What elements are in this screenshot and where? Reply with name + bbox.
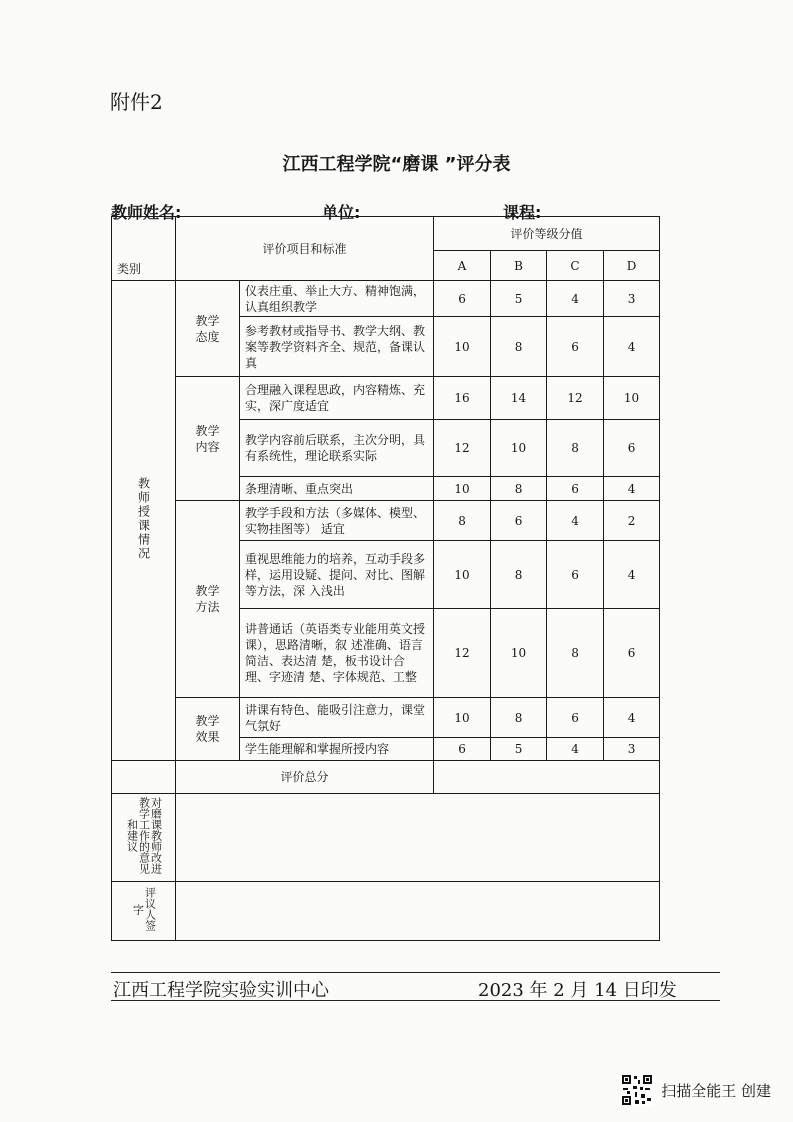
score-b: 8 xyxy=(491,698,547,738)
category-header: 类别 xyxy=(112,217,176,281)
score-c: 6 xyxy=(547,477,604,501)
score-a: 6 xyxy=(434,281,491,317)
score-a: 6 xyxy=(434,738,491,761)
signature-area xyxy=(176,882,660,941)
grade-label: D xyxy=(604,251,660,281)
score-d: 6 xyxy=(604,420,660,477)
main-category-cell xyxy=(112,281,176,761)
group-name: 教学效果 xyxy=(195,714,220,744)
criterion-text: 重视思维能力的培养，互动手段多样，运用设疑、提问、对比、图解等方法，深 入浅出 xyxy=(240,541,434,609)
score-a: 12 xyxy=(434,609,491,698)
score-c: 8 xyxy=(547,609,604,698)
score-c: 6 xyxy=(547,317,604,377)
criterion-text: 教学手段和方法（多媒体、模型、实物挂图等） 适宜 xyxy=(240,501,434,541)
score-a: 8 xyxy=(434,501,491,541)
signature-label: 评议人签字 xyxy=(131,887,157,931)
group-name-cell xyxy=(176,377,240,501)
score-b: 10 xyxy=(491,609,547,698)
score-d: 10 xyxy=(604,377,660,420)
teacher-name-field: 教师姓名: xyxy=(111,203,182,222)
score-d: 2 xyxy=(604,501,660,541)
group-name-cell xyxy=(176,501,240,698)
footer-date: 2023 年 2 月 14 日印发 xyxy=(478,980,677,1001)
group-name-cell xyxy=(176,698,240,761)
score-a: 10 xyxy=(434,541,491,609)
score-b: 14 xyxy=(491,377,547,420)
group-name: 教学方法 xyxy=(195,584,220,614)
score-d: 4 xyxy=(604,698,660,738)
group-name: 教学态度 xyxy=(195,313,220,344)
criterion-text: 教学内容前后联系，主次分明，具有系统性，理论联系实际 xyxy=(240,420,434,477)
score-d: 3 xyxy=(604,738,660,761)
score-d: 4 xyxy=(604,477,660,501)
criterion-text: 讲课有特色、能吸引注意力，课堂气氛好 xyxy=(240,698,434,738)
score-a: 10 xyxy=(434,477,491,501)
score-b: 5 xyxy=(491,738,547,761)
score-c: 4 xyxy=(547,501,604,541)
score-b: 5 xyxy=(491,281,547,317)
evaluation-table xyxy=(111,216,660,941)
total-score-cell xyxy=(434,761,660,794)
unit-field: 单位: xyxy=(322,203,361,222)
criterion-text: 讲普通话（英语类专业能用英文授课），思路清晰，叙 述准确、语言简洁、表达清 楚，板书设计合理、字迹清 楚、字体规范、工整 xyxy=(240,609,434,698)
score-b: 8 xyxy=(491,477,547,501)
score-c: 4 xyxy=(547,281,604,317)
signature-label-cell xyxy=(112,882,176,941)
grade-label: A xyxy=(434,251,491,281)
score-a: 10 xyxy=(434,317,491,377)
score-a: 16 xyxy=(434,377,491,420)
total-category-cell xyxy=(112,761,176,794)
scanner-watermark xyxy=(621,1074,771,1106)
score-b: 6 xyxy=(491,501,547,541)
score-d: 4 xyxy=(604,541,660,609)
attachment-label: 附件2 xyxy=(110,90,163,114)
footer-top-rule xyxy=(111,972,720,973)
course-field: 课程: xyxy=(503,203,542,222)
group-name-cell xyxy=(176,281,240,377)
criterion-text: 学生能理解和掌握所授内容 xyxy=(240,738,434,761)
score-d: 3 xyxy=(604,281,660,317)
score-c: 12 xyxy=(547,377,604,420)
group-name: 教学内容 xyxy=(195,423,220,454)
total-label: 评价总分 xyxy=(176,761,434,794)
score-a: 12 xyxy=(434,420,491,477)
qr-code-icon xyxy=(621,1074,653,1106)
score-c: 6 xyxy=(547,698,604,738)
score-b: 10 xyxy=(491,420,547,477)
footer-org: 江西工程学院实验实训中心 xyxy=(113,980,329,1001)
score-d: 4 xyxy=(604,317,660,377)
criterion-text: 合理融入课程思政，内容精炼、充实，深广度适宜 xyxy=(240,377,434,420)
score-a: 10 xyxy=(434,698,491,738)
grade-header: 评价等级分值 xyxy=(434,217,660,251)
items-header: 评价项目和标准 xyxy=(176,217,434,281)
scanner-watermark-text: 扫描全能王 创建 xyxy=(661,1081,771,1100)
grade-label: B xyxy=(491,251,547,281)
score-c: 6 xyxy=(547,541,604,609)
opinion-label-cell xyxy=(112,794,176,882)
opinion-label: 对磨课教师改进教学工作的意见和建议 xyxy=(125,797,163,874)
footer-bottom-rule xyxy=(111,1000,720,1001)
criterion-text: 条理清晰、重点突出 xyxy=(240,477,434,501)
score-b: 8 xyxy=(491,317,547,377)
criterion-text: 参考教材或指导书、教学大纲、教案等教学资料齐全、规范，备课认真 xyxy=(240,317,434,377)
score-c: 4 xyxy=(547,738,604,761)
main-category-label: 教师授课情况 xyxy=(136,476,151,561)
criterion-text: 仪表庄重、举止大方、精神饱满，认真组织教学 xyxy=(240,281,434,317)
opinion-area xyxy=(176,794,660,882)
grade-label: C xyxy=(547,251,604,281)
form-title: 江西工程学院“磨课 ”评分表 xyxy=(282,154,511,175)
score-b: 8 xyxy=(491,541,547,609)
score-c: 8 xyxy=(547,420,604,477)
score-d: 6 xyxy=(604,609,660,698)
